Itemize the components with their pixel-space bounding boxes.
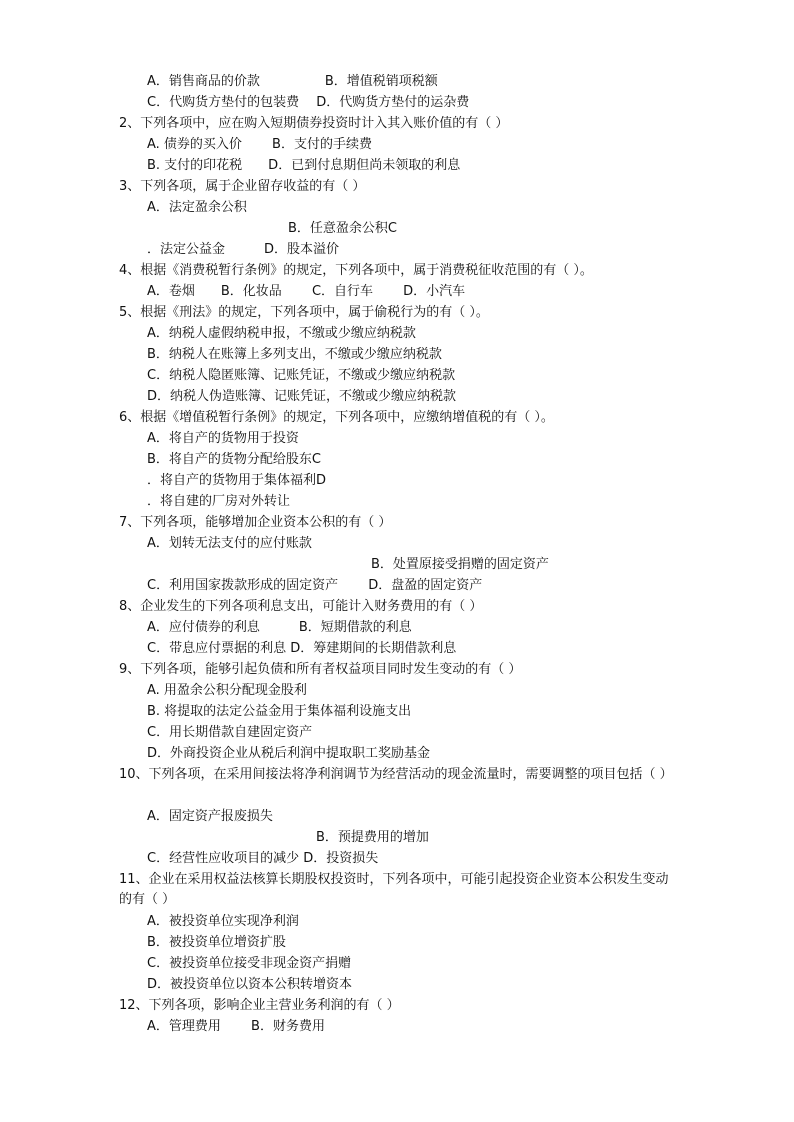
q3-option-a: A．法定盈余公积 [147, 200, 247, 215]
question-7: 7、下列各项，能够增加企业资本公积的有（ ） [119, 515, 392, 530]
q9-option-b: B. 将提取的法定公益金用于集体福利设施支出 [147, 704, 412, 719]
q11-option-b: B．被投资单位增资扩股 [147, 935, 286, 950]
q6-option-c: ．将自产的货物用于集体福利D [147, 473, 327, 488]
q7-option-b: B．处置原接受捐赠的固定资产 [371, 557, 549, 572]
q3-options-cd: ．法定公益金 D．股本溢价 [147, 242, 340, 257]
q6-option-d: ．将自建的厂房对外转让 [147, 494, 291, 509]
q9-option-d: D．外商投资企业从税后利润中提取职工奖励基金 [147, 746, 431, 761]
q5-option-b: B．纳税人在账簿上多列支出，不缴或少缴应纳税款 [147, 347, 442, 362]
q9-option-a: A. 用盈余公积分配现金股利 [147, 683, 307, 698]
question-11: 11、企业在采用权益法核算长期股权投资时，下列各项中，可能引起投资企业资本公积发生变动的有（ ） [119, 872, 669, 907]
q2-options-bd: B. 支付的印花税 D．已到付息期但尚未领取的利息 [147, 158, 461, 173]
q6-option-b: B．将自产的货物分配给股东C [147, 452, 321, 467]
q6-option-a: A．将自产的货物用于投资 [147, 431, 299, 446]
q11-option-d: D．被投资单位以资本公积转增资本 [147, 977, 353, 992]
question-8: 8、企业发生的下列各项利息支出，可能计入财务费用的有（ ） [119, 599, 483, 614]
question-12: 12、下列各项，影响企业主营业务利润的有（ ） [119, 998, 400, 1013]
q10-options-cd: C．经营性应收项目的减少 D．投资损失 [147, 851, 379, 866]
question-6: 6、根据《增值税暂行条例》的规定，下列各项中，应缴纳增值税的有（ ）。 [119, 410, 554, 425]
q1-options-ab: A．销售商品的价款 B．增值税销项税额 [147, 74, 438, 89]
q11-option-a: A．被投资单位实现净利润 [147, 914, 299, 929]
q10-option-a: A．固定资产报废损失 [147, 809, 273, 824]
q5-option-a: A．纳税人虚假纳税申报，不缴或少缴应纳税款 [147, 326, 416, 341]
question-9: 9、下列各项，能够引起负债和所有者权益项目同时发生变动的有（ ） [119, 662, 522, 677]
q10-option-b: B．预提费用的增加 [316, 830, 429, 845]
question-4: 4、根据《消费税暂行条例》的规定，下列各项中，属于消费税征收范围的有（ ）。 [119, 263, 593, 278]
q7-options-cd: C．利用国家拨款形成的固定资产 D．盘盈的固定资产 [147, 578, 483, 593]
question-10: 10、下列各项，在采用间接法将净利润调节为经营活动的现金流量时，需要调整的项目包括（ ） [119, 767, 673, 782]
q3-option-b: B．任意盈余公积C [288, 221, 397, 236]
question-3: 3、下列各项，属于企业留存收益的有（ ） [119, 179, 366, 194]
q2-options-ab: A. 债券的买入价 B．支付的手续费 [147, 137, 372, 152]
question-2: 2、下列各项中，应在购入短期债券投资时计入其入账价值的有（ ） [119, 116, 509, 131]
q7-option-a: A．划转无法支付的应付账款 [147, 536, 312, 551]
q8-options-cd: C．带息应付票据的利息 D．筹建期间的长期借款利息 [147, 641, 457, 656]
q4-options: A．卷烟 B．化妆品 C．自行车 D．小汽车 [147, 284, 466, 299]
q8-options-ab: A．应付债券的利息 B．短期借款的利息 [147, 620, 412, 635]
q5-option-c: C．纳税人隐匿账簿、记账凭证，不缴或少缴应纳税款 [147, 368, 456, 383]
question-5: 5、根据《刑法》的规定，下列各项中，属于偷税行为的有（ ）。 [119, 305, 489, 320]
q9-option-c: C．用长期借款自建固定资产 [147, 725, 313, 740]
q11-option-c: C．被投资单位接受非现金资产捐赠 [147, 956, 352, 971]
q1-options-cd: C．代购货方垫付的包装费 D．代购货方垫付的运杂费 [147, 95, 470, 110]
q5-option-d: D．纳税人伪造账簿、记账凭证，不缴或少缴应纳税款 [147, 389, 457, 404]
q12-options-ab: A．管理费用 B．财务费用 [147, 1019, 325, 1034]
